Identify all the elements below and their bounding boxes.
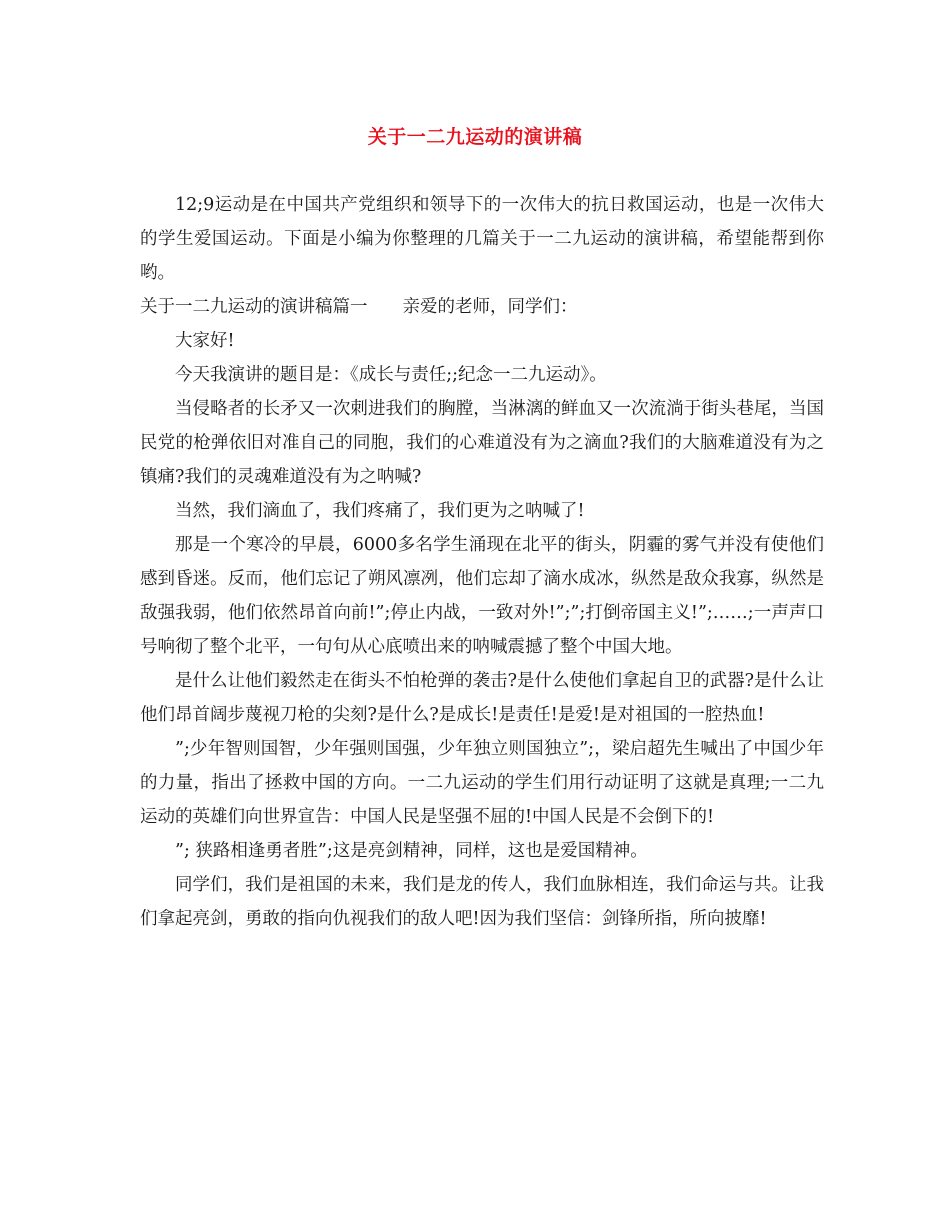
paragraph-intro: 12;9运动是在中国共产党组织和领导下的一次伟大的抗日救国运动，也是一次伟大的学生爱国运动。下面是小编为你整理的几篇关于一二九运动的演讲稿，希望能帮到你哟。 <box>140 195 824 283</box>
paragraph-section-heading: 关于一二九运动的演讲稿篇一 亲爱的老师，同学们： <box>140 297 578 317</box>
paragraph: ”;少年智则国智，少年强则国强，少年独立则国独立”;，梁启超先生喊出了中国少年的力量，指出了拯救中国的方向。一二九运动的学生们用行动证明了这就是真理;一二九运动的英雄们向世界宣告：中国人民是坚强不屈的!中国人民是不会倒下的! <box>140 739 824 827</box>
paragraph-topic: 今天我演讲的题目是：《成长与责任;;纪念一二九运动》。 <box>175 365 607 385</box>
paragraph: 当侵略者的长矛又一次刺进我们的胸膛，当淋漓的鲜血又一次流淌于街头巷尾，当国民党的枪弹依旧对准自己的同胞，我们的心难道没有为之滴血?我们的大脑难道没有为之镇痛?我们的灵魂难道没有为之呐喊? <box>140 399 824 487</box>
paragraph: 当然，我们滴血了，我们疼痛了，我们更为之呐喊了! <box>175 501 585 521</box>
paragraph: 是什么让他们毅然走在街头不怕枪弹的袭击?是什么使他们拿起自卫的武器?是什么让他们昂首阔步蔑视刀枪的尖刻?是什么?是成长!是责任!是爱!是对祖国的一腔热血! <box>140 671 824 725</box>
paragraph: 那是一个寒冷的早晨，6000多名学生涌现在北平的街头，阴霾的雾气并没有使他们感到昏迷。反而，他们忘记了朔风凛冽，他们忘却了滴水成冰，纵然是敌众我寡，纵然是敌强我弱，他们依然昂首向前!”;停止内战，一致对外!”;”;打倒帝国主义!”;……;一声声口号响彻了整个北平，一句句从心底喷出来的呐喊震撼了整个中国大地。 <box>140 535 824 657</box>
document-body <box>140 188 824 936</box>
paragraph: ”; 狭路相逢勇者胜”;这是亮剑精神，同样，这也是爱国精神。 <box>175 841 648 861</box>
paragraph-greeting: 大家好! <box>175 331 235 351</box>
document-title: 关于一二九运动的演讲稿 <box>367 126 583 148</box>
paragraph: 同学们，我们是祖国的未来，我们是龙的传人，我们血脉相连，我们命运与共。让我们拿起亮剑，勇敢的指向仇视我们的敌人吧!因为我们坚信：剑锋所指，所向披靡! <box>140 875 824 929</box>
